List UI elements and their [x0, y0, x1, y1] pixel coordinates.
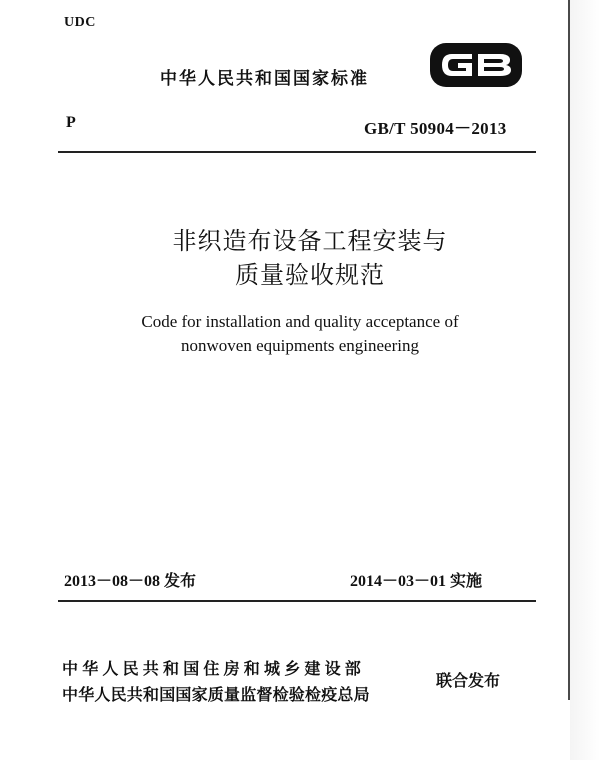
standard-number: GB/T 50904－2013 — [364, 119, 507, 138]
english-title-line-1: Code for installation and quality acceptance of — [141, 312, 459, 331]
binding-edge-rule — [568, 0, 570, 700]
issuer-aqsiq: 中华人民共和国国家质量监督检验检疫总局 — [62, 685, 370, 704]
issue-date: 2013－08－08 发布 — [64, 573, 197, 590]
bottom-divider — [58, 600, 536, 602]
implementation-date: 2014－03－01 实施 — [350, 573, 483, 590]
classification-letter: P — [66, 114, 76, 131]
joint-issue-label: 联合发布 — [436, 671, 501, 690]
national-standard-heading: 中华人民共和国国家标准 — [160, 69, 369, 89]
top-divider — [58, 151, 536, 153]
chinese-title — [100, 224, 520, 292]
udc-label: UDC — [64, 15, 96, 30]
issuer-ministry: 中华人民共和国住房和城乡建设部 — [62, 659, 366, 678]
gb-logo — [428, 40, 524, 90]
chinese-title-line-2: 质量验收规范 — [235, 261, 385, 289]
binding-shadow — [570, 0, 600, 760]
english-title-line-2: nonwoven equipments engineering — [181, 336, 419, 355]
english-title — [90, 310, 510, 358]
chinese-title-line-1: 非织造布设备工程安装与 — [172, 227, 448, 255]
